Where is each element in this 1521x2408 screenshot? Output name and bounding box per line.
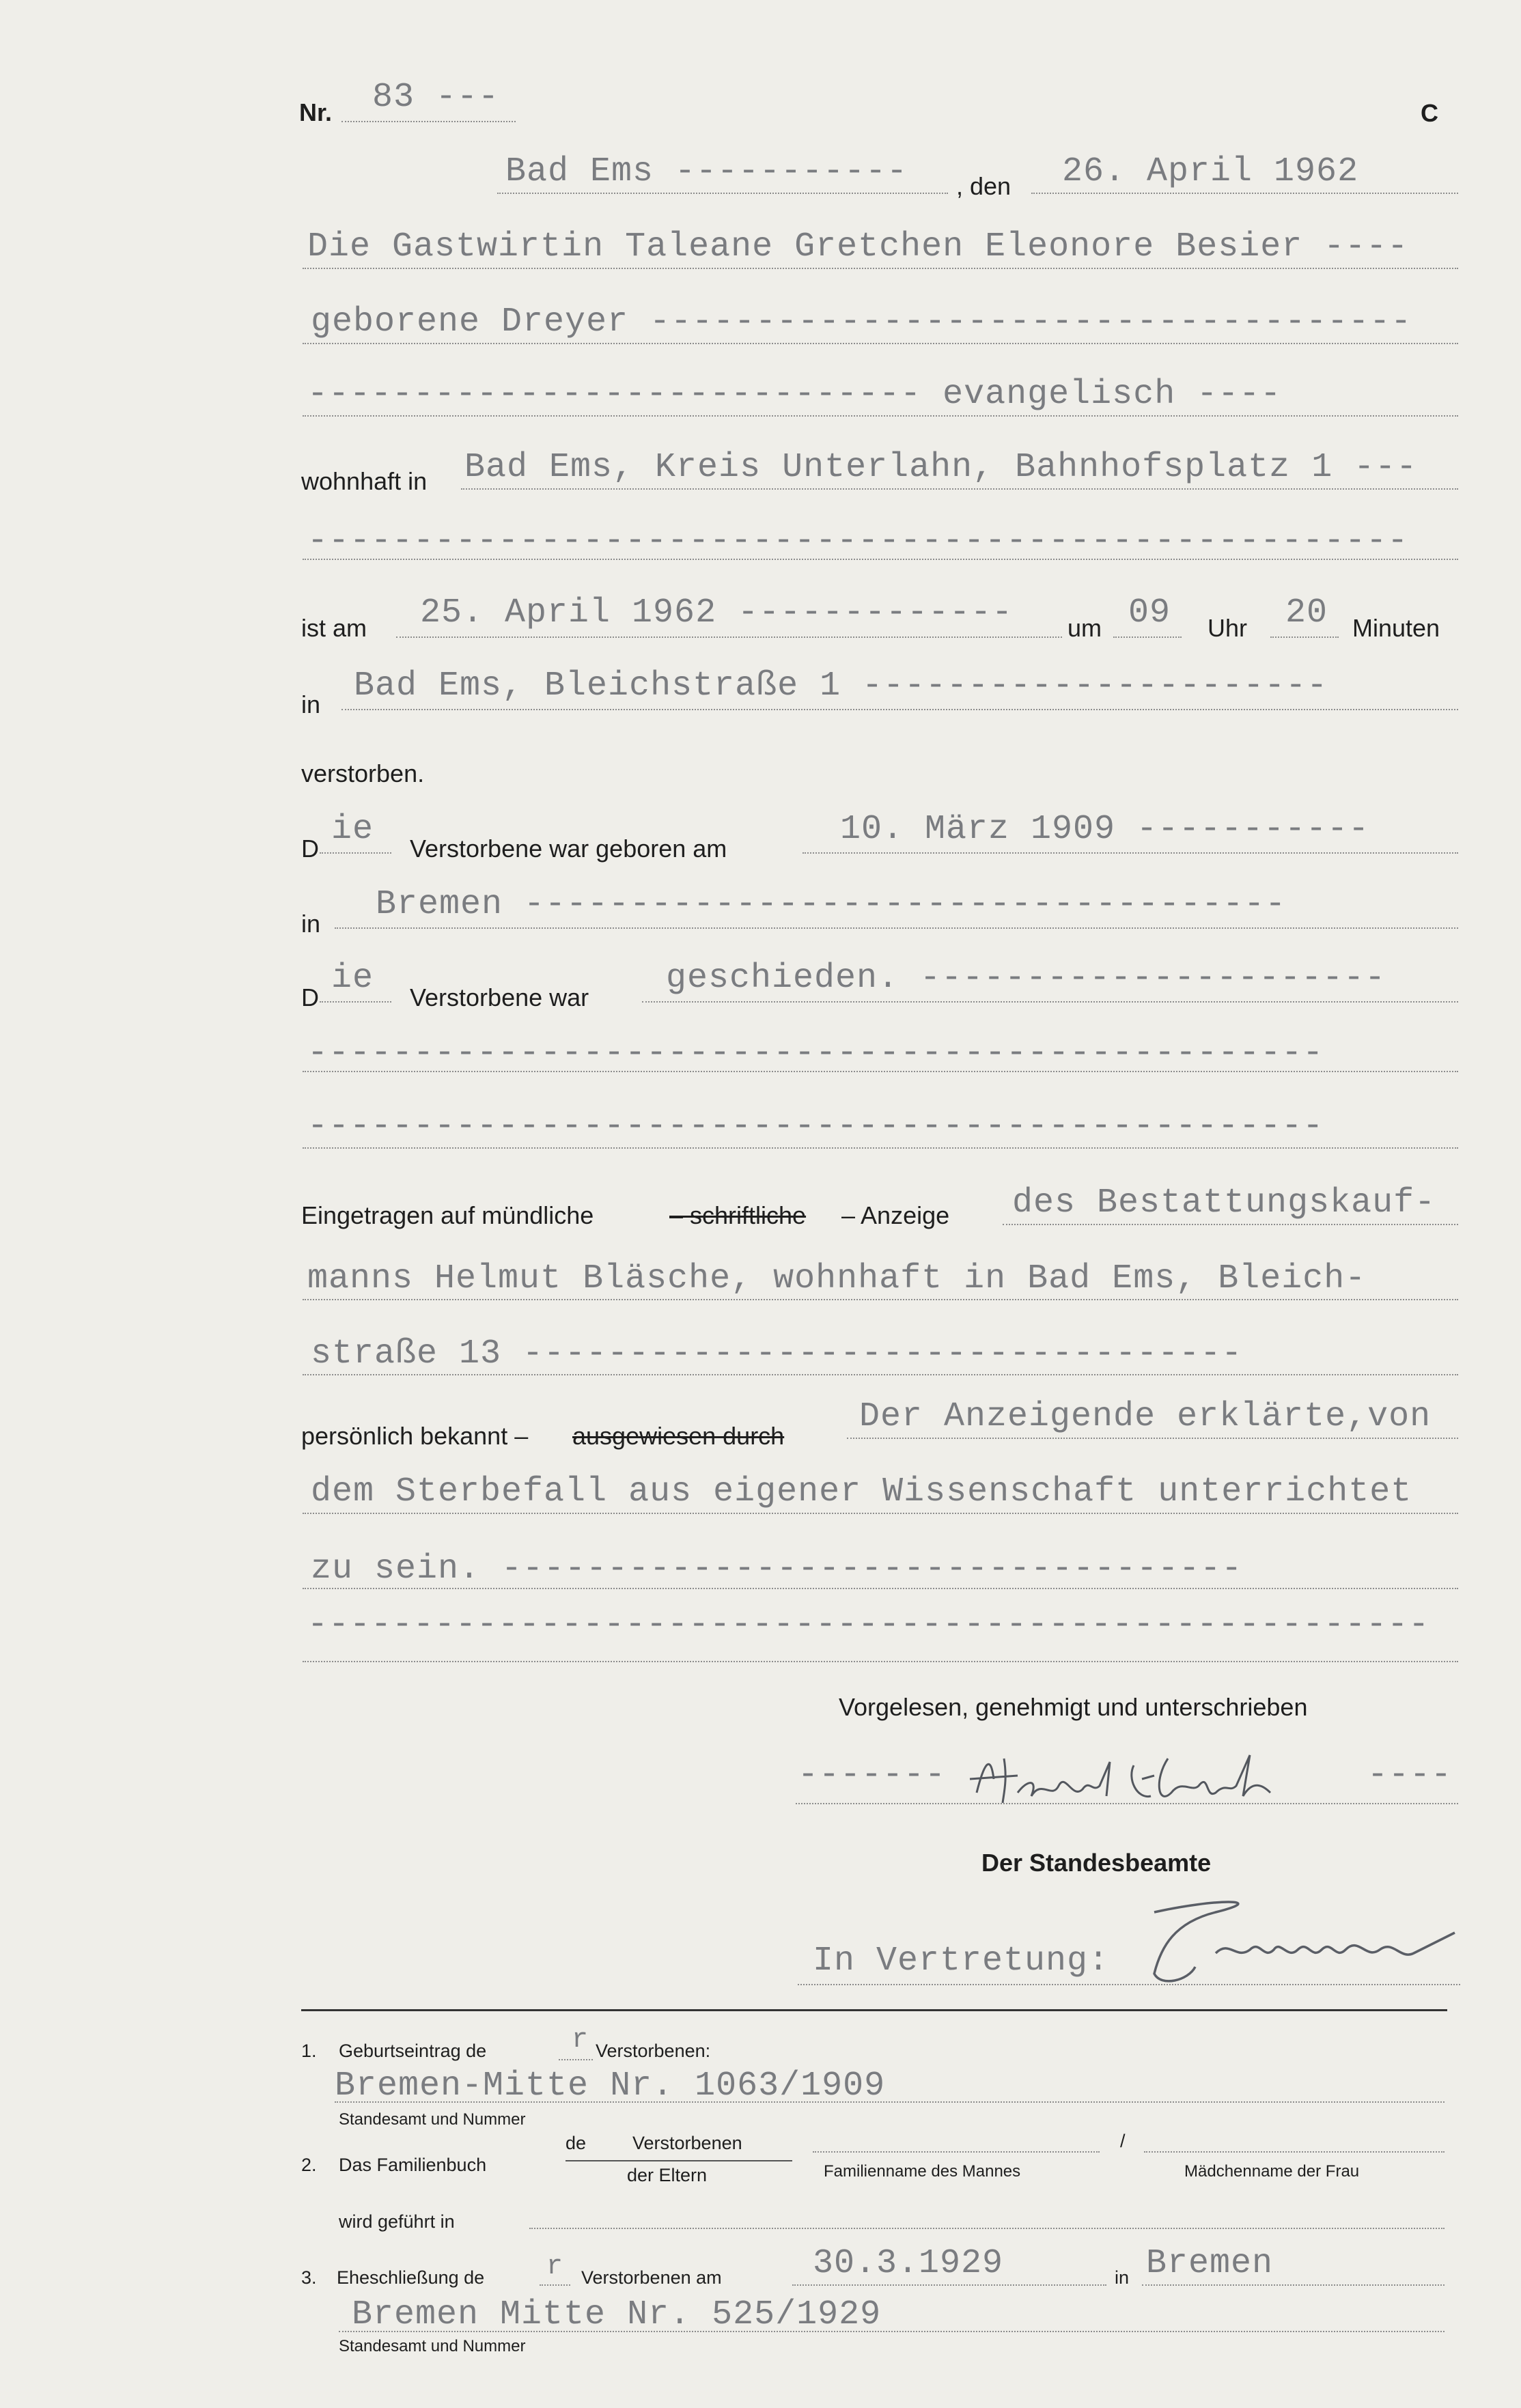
wohnhaft-label: wohnhaft in	[301, 467, 428, 495]
f3-value: Bremen Mitte Nr. 525/1929	[352, 2295, 882, 2334]
informant-line1: des Bestattungskauf-	[1012, 1184, 1436, 1222]
dotline-identity-4	[303, 1661, 1458, 1662]
vorgelesen-text: Vorgelesen, genehmigt und unterschrieben	[839, 1693, 1308, 1721]
declaration-line2: dem Sterbefall aus eigener Wissenschaft unterrichtet	[311, 1472, 1412, 1511]
dotline-vertretung	[798, 1984, 1460, 1985]
f2-number: 2.	[301, 2155, 317, 2175]
dotline-f3-date	[792, 2284, 1106, 2286]
den-label: , den	[956, 172, 1011, 200]
declaration-line3: zu sein. -----------------------------------	[311, 1550, 1243, 1588]
dotline-3	[303, 415, 1458, 417]
status-d-label: D	[301, 983, 319, 1011]
f3-label: Eheschließung de	[337, 2267, 485, 2288]
anzeige-label: – Anzeige	[841, 1201, 950, 1229]
status-gender-suffix: ie	[331, 959, 374, 998]
f2-label: Das Familienbuch	[339, 2155, 487, 2175]
minuten-label: Minuten	[1352, 614, 1440, 642]
bekannt-label: persönlich bekannt –	[301, 1422, 529, 1450]
dotline-death-place	[341, 709, 1458, 710]
f3-sub: Standesamt und Nummer	[339, 2337, 526, 2355]
f1-sub: Standesamt und Nummer	[339, 2110, 526, 2129]
dotline-death-date	[396, 636, 1062, 638]
ausgewiesen-struck: ausgewiesen durch	[572, 1422, 785, 1450]
signature-dashes-left: -------	[798, 1756, 947, 1795]
f3-in: in	[1115, 2267, 1130, 2288]
dotline-f1	[335, 2101, 1445, 2103]
informant-line3: straße 13 ----------------------------------	[311, 1334, 1243, 1373]
f1-value: Bremen-Mitte Nr. 1063/1909	[335, 2067, 886, 2105]
dotline-status-2	[303, 1071, 1458, 1072]
dotline-f3-r	[540, 2284, 570, 2286]
dotline-status-ie	[320, 1001, 391, 1003]
uhr-label: Uhr	[1208, 614, 1248, 642]
residence-address: Bad Ems, Kreis Unterlahn, Bahnhofsplatz 1 ---	[464, 448, 1418, 487]
birth-in-label: in	[301, 910, 321, 938]
death-place: Bad Ems, Bleichstraße 1 ----------------------	[354, 667, 1328, 705]
nr-value: 83 ---	[372, 78, 500, 117]
date-dotline	[1031, 193, 1458, 194]
birth-date: 10. März 1909 -----------	[840, 810, 1370, 849]
dotline-4	[461, 488, 1458, 490]
declaration-line4: -----------------------------------------------------	[307, 1606, 1430, 1644]
dotline-report-1	[1003, 1224, 1458, 1225]
form-letter: C	[1421, 99, 1438, 127]
f1-gender-suffix: r	[572, 2025, 589, 2056]
dotline-1	[303, 268, 1458, 269]
f3-number: 3.	[301, 2267, 317, 2288]
nr-dotline	[341, 121, 516, 122]
declaration-line1: Der Anzeigende erklärte,von	[859, 1397, 1432, 1436]
dotline-birth-place	[335, 927, 1458, 929]
dotline-status-3	[303, 1147, 1458, 1149]
dotline-identity-2	[303, 1513, 1458, 1514]
dotline-birth-date	[803, 852, 1458, 854]
f2-eltern: der Eltern	[627, 2165, 708, 2185]
religion-line: ----------------------------- evangelisch ----	[307, 375, 1282, 414]
birth-place: Bremen ------------------------------------	[376, 885, 1287, 924]
f1-label: Geburtseintrag de	[339, 2041, 487, 2061]
register-date: 26. April 1962	[1062, 152, 1359, 191]
dotline-f2-wird	[529, 2228, 1445, 2229]
death-date: 25. April 1962 -------------	[420, 593, 1014, 632]
dotline-f2-frau	[1144, 2151, 1445, 2153]
standesbeamte-label: Der Standesbeamte	[981, 1849, 1212, 1877]
death-minutes: 20	[1285, 593, 1328, 632]
residence-line2: ----------------------------------------------------	[307, 522, 1409, 561]
place-dotline	[497, 193, 948, 194]
signature-dashes-right: ----	[1367, 1756, 1453, 1795]
schriftliche-struck: – schriftliche	[669, 1201, 807, 1229]
dotline-5	[303, 559, 1458, 560]
dotline-f2-mann	[813, 2151, 1100, 2153]
vertretung-label: In Vertretung:	[813, 1942, 1110, 1980]
f1-number: 1.	[301, 2041, 317, 2061]
deceased-name-line: Die Gastwirtin Taleane Gretchen Eleonore Besier ----	[307, 227, 1409, 266]
f2-frau: Mädchenname der Frau	[1184, 2162, 1360, 2181]
f3-label2: Verstorbenen am	[581, 2267, 722, 2288]
f3-place: Bremen	[1146, 2244, 1274, 2283]
status-line2: ------------------------------------------------	[307, 1034, 1324, 1073]
status-line3: ------------------------------------------------	[307, 1107, 1324, 1146]
dotline-report-3	[303, 1374, 1458, 1375]
birth-gender-suffix: ie	[331, 810, 374, 849]
eingetragen-label: Eingetragen auf mündliche	[301, 1201, 594, 1229]
f2-fraction-line	[566, 2160, 792, 2161]
dotline-signature	[796, 1803, 1458, 1804]
dotline-identity-3	[303, 1588, 1458, 1589]
f3-date: 30.3.1929	[813, 2244, 1004, 2283]
dotline-report-2	[303, 1299, 1458, 1300]
dotline-minutes	[1270, 636, 1339, 638]
verstorben-label: verstorben.	[301, 759, 425, 787]
um-label: um	[1068, 614, 1102, 642]
nr-label: Nr.	[299, 98, 333, 126]
dotline-status	[642, 1001, 1458, 1003]
f2-verstorbenen: Verstorbenen	[632, 2133, 742, 2153]
f2-de: de	[566, 2133, 587, 2153]
birth-label: Verstorbene war geboren am	[410, 835, 727, 863]
informant-signature	[963, 1738, 1345, 1820]
dotline-hour	[1113, 636, 1182, 638]
f1-label2: Verstorbenen:	[596, 2041, 711, 2061]
dotline-f3-place	[1142, 2284, 1445, 2286]
f2-slash: /	[1120, 2131, 1126, 2151]
footnote-separator	[301, 2009, 1447, 2011]
informant-line2: manns Helmut Bläsche, wohnhaft in Bad Ems, Bleich-	[307, 1259, 1367, 1298]
birth-d-label: D	[301, 835, 319, 863]
death-in-label: in	[301, 690, 321, 718]
f3-gender-suffix: r	[546, 2252, 564, 2282]
ist-am-label: ist am	[301, 614, 367, 642]
f2-mann: Familienname des Mannes	[824, 2162, 1021, 2181]
f2-wird: wird geführt in	[339, 2211, 455, 2232]
marital-status: geschieden. ----------------------	[666, 959, 1386, 998]
dotline-f1-r	[559, 2059, 593, 2060]
dotline-2	[303, 343, 1458, 344]
register-place: Bad Ems -----------	[505, 152, 908, 191]
maiden-name-line: geborene Dreyer ------------------------------------	[311, 303, 1412, 341]
death-hour: 09	[1128, 593, 1171, 632]
dotline-f3	[339, 2331, 1445, 2332]
status-label: Verstorbene war	[410, 983, 589, 1011]
dotline-identity-1	[847, 1438, 1458, 1439]
dotline-birth-ie	[320, 852, 391, 854]
